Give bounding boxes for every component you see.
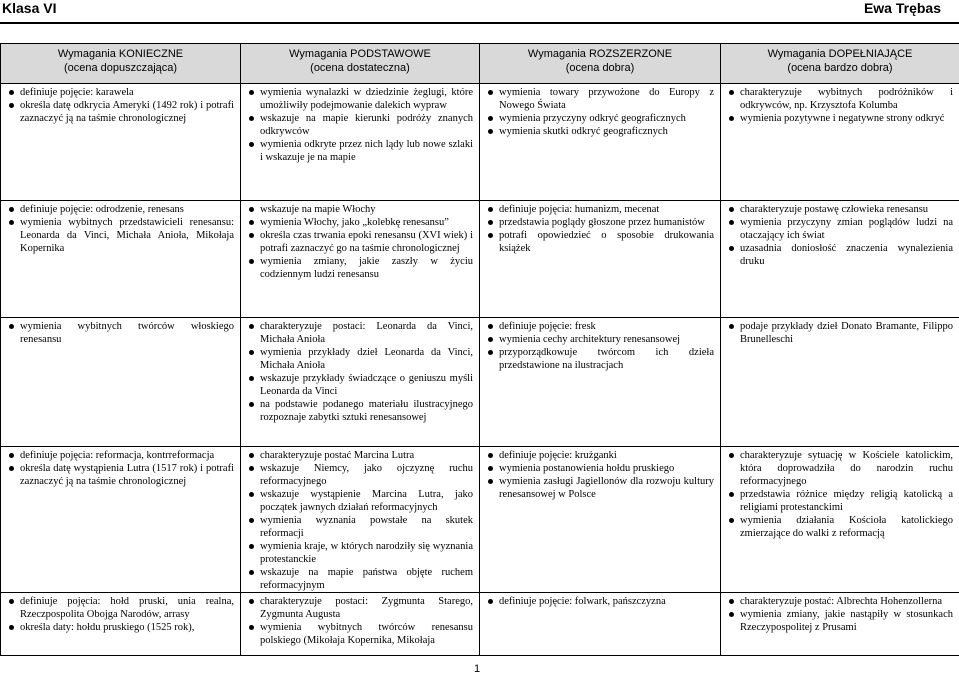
column-subtitle: (ocena bardzo dobra) [787, 62, 893, 74]
table-cell [241, 318, 480, 447]
requirement-item: wymienia wybitnych twórców renesansu polskiego (Mikołaja Kopernika, Mikołaja [260, 622, 473, 646]
requirement-item: wskazuje przykłady świadczące o geniuszu myśli Leonarda da Vinci [260, 373, 473, 397]
requirement-item: określa datę odkrycia Ameryki (1492 rok) i potrafi zaznaczyć ją na taśmie chronologicznej [20, 100, 234, 124]
requirement-item: wymienia zmiany, jakie zaszły w życiu codziennym ludzi renesansu [260, 256, 473, 280]
requirement-item: przedstawia różnice między religią katolicką a religiami protestanckimi [740, 489, 953, 513]
requirement-item: wymienia kraje, w których narodziły się wyznania protestanckie [260, 541, 473, 565]
requirement-item: wymienia skutki odkryć geograficznych [499, 125, 714, 138]
requirement-item: wymienia odkryte przez nich lądy lub nowe szlaki i wskazuje je na mapie [260, 139, 473, 163]
requirement-item: charakteryzuje postać: Albrechta Hohenzollerna [740, 595, 953, 608]
table-cell [241, 201, 480, 318]
requirement-item: wymienia działania Kościoła katolickiego zmierzające do walki z reformacją [740, 515, 953, 539]
table-row [1, 84, 959, 201]
requirement-item: wymienia Włochy, jako „kolebkę renesansu” [260, 216, 473, 229]
header-rule [0, 22, 959, 24]
column-subtitle: (ocena dostateczna) [310, 62, 410, 74]
column-title: Wymagania KONIECZNE [57, 48, 184, 60]
requirement-item: określa czas trwania epoki renesansu (XVI wiek) i potrafi zaznaczyć go na taśmie chronologicznej [260, 230, 473, 254]
requirement-item: wymienia towary przywożone do Europy z Nowego Świata [499, 87, 714, 111]
table-cell [1, 447, 241, 593]
requirement-item: wymienia przyczyny zmian poglądów ludzi na otaczający ich świat [740, 217, 953, 241]
author-name: Ewa Trębas [863, 0, 941, 16]
column-header-konieczne [1, 44, 241, 84]
table-row [1, 318, 959, 447]
table-cell [1, 201, 241, 318]
table-cell [241, 84, 480, 201]
column-header-rozszerzone [480, 44, 721, 84]
requirement-list [247, 449, 473, 592]
requirement-list [7, 449, 234, 488]
requirement-item: definiuje pojęcia: reformacja, kontrreformacja [20, 449, 234, 462]
requirement-item: charakteryzuje postaci: Leonarda da Vinci, Michała Anioła [260, 321, 473, 345]
requirement-item: podaje przykłady dzieł Donato Bramante, Filippo Brunelleschi [740, 321, 953, 345]
requirement-item: wymienia przykłady dzieł Leonarda da Vinci, Michała Anioła [260, 347, 473, 371]
table-cell [480, 318, 721, 447]
requirement-list [7, 320, 234, 346]
requirement-item: wymienia przyczyny odkryć geograficznych [499, 112, 714, 125]
requirement-item: charakteryzuje postawę człowieka renesansu [740, 203, 953, 216]
page-number: 1 [474, 663, 481, 675]
requirement-list [247, 203, 473, 281]
table-cell [480, 593, 721, 656]
requirement-item: potrafi opowiedzieć o sposobie drukowania książek [499, 230, 714, 254]
requirement-list [486, 449, 714, 501]
requirement-item: wskazuje na mapie państwa objęte ruchem reformacyjnym [260, 567, 473, 591]
class-label: Klasa VI [2, 0, 57, 16]
requirement-item: definiuje pojęcie: fresk [499, 320, 714, 333]
table-row [1, 201, 959, 318]
requirement-list [7, 203, 234, 255]
requirement-item: wskazuje Niemcy, jako ojczyznę ruchu reformacyjnego [260, 463, 473, 487]
table-cell [480, 84, 721, 201]
requirement-list [727, 449, 953, 540]
table-cell [721, 318, 959, 447]
requirement-item: definiuje pojęcie: karawela [20, 86, 234, 99]
column-title: Wymagania DOPEŁNIAJĄCE [767, 48, 913, 60]
requirement-item: określa daty: hołdu pruskiego (1525 rok), [20, 621, 234, 634]
requirements-table [0, 43, 959, 656]
table-cell [721, 84, 959, 201]
requirement-item: określa datę wystąpienia Lutra (1517 rok) i potrafi zaznaczyć ją na taśmie chronologicznej [20, 463, 234, 487]
table-cell [1, 318, 241, 447]
requirement-item: definiuje pojęcie: odrodzenie, renesans [20, 203, 234, 216]
table-header-row [1, 44, 959, 84]
requirement-item: charakteryzuje postać Marcina Lutra [260, 449, 473, 462]
table-row [1, 593, 959, 656]
table-cell [480, 447, 721, 593]
requirement-item: definiuje pojęcia: humanizm, mecenat [499, 203, 714, 216]
requirement-list [486, 595, 714, 608]
requirement-item: wymienia pozytywne i negatywne strony odkryć [740, 112, 953, 125]
requirement-list [247, 320, 473, 424]
requirement-list [7, 595, 234, 634]
requirement-item: definiuje pojęcia: hołd pruski, unia realna, Rzeczpospolita Obojga Narodów, arrasy [20, 596, 234, 620]
column-subtitle: (ocena dobra) [565, 62, 635, 74]
requirement-item: przyporządkowuje twórcom ich dzieła przedstawione na ilustracjach [499, 347, 714, 371]
column-title: Wymagania PODSTAWOWE [289, 48, 431, 60]
requirement-item: charakteryzuje sytuację w Kościele katolickim, która doprowadziła do narodzin ruchu reformacyjnego [740, 450, 953, 487]
requirement-item: na podstawie podanego materiału ilustracyjnego rozpoznaje zabytki sztuki renesansowej [260, 399, 473, 423]
requirement-item: wymienia wyznania powstałe na skutek reformacji [260, 515, 473, 539]
column-subtitle: (ocena dopuszczająca) [63, 62, 178, 74]
requirement-item: wymienia zasługi Jagiellonów dla rozwoju kultury renesansowej w Polsce [499, 476, 714, 500]
requirement-list [727, 203, 953, 268]
table-cell [480, 201, 721, 318]
requirement-item: definiuje pojęcie: krużganki [499, 449, 714, 462]
requirement-item: definiuje pojęcie: folwark, pańszczyzna [499, 595, 714, 608]
requirement-item: charakteryzuje wybitnych podróżników i odkrywców, np. Krzysztofa Kolumba [740, 87, 953, 111]
requirement-item: wymienia wynalazki w dziedzinie żeglugi, które umożliwiły podejmowanie dalekich wypraw [260, 87, 473, 111]
table-cell [241, 593, 480, 656]
table-cell [721, 201, 959, 318]
requirement-list [727, 86, 953, 125]
column-header-podstawowe [241, 44, 480, 84]
requirement-list [247, 86, 473, 164]
requirement-item: wymienia wybitnych przedstawicieli renesansu: Leonarda da Vinci, Michała Anioła, Mikołaja Kopernika [20, 217, 234, 254]
requirement-list [486, 320, 714, 372]
requirement-item: wymienia cechy architektury renesansowej [499, 333, 714, 346]
requirement-item: wymienia zmiany, jakie nastąpiły w stosunkach Rzeczypospolitej z Prusami [740, 609, 953, 633]
table-cell [241, 447, 480, 593]
requirement-item: wymienia wybitnych twórców włoskiego renesansu [20, 321, 234, 345]
requirement-list [727, 320, 953, 346]
table-cell [1, 84, 241, 201]
requirement-list [486, 203, 714, 255]
requirement-list [486, 86, 714, 138]
table-row [1, 447, 959, 593]
column-title: Wymagania ROZSZERZONE [527, 48, 673, 60]
requirement-item: charakteryzuje postaci: Zygmunta Starego, Zygmunta Augusta [260, 596, 473, 620]
requirement-item: wskazuje na mapie Włochy [260, 203, 473, 216]
table-cell [721, 593, 959, 656]
requirement-item: wskazuje wystąpienie Marcina Lutra, jako początek jawnych działań reformacyjnych [260, 489, 473, 513]
requirement-item: wymienia postanowienia hołdu pruskiego [499, 462, 714, 475]
requirement-list [727, 595, 953, 634]
requirement-item: uzasadnia doniosłość znaczenia wynalezienia druku [740, 243, 953, 267]
requirement-list [247, 595, 473, 647]
requirement-item: przedstawia poglądy głoszone przez humanistów [499, 216, 714, 229]
requirement-list [7, 86, 234, 125]
table-cell [1, 593, 241, 656]
requirement-item: wskazuje na mapie kierunki podróży znanych odkrywców [260, 113, 473, 137]
table-cell [721, 447, 959, 593]
column-header-dopelniajace [721, 44, 959, 84]
